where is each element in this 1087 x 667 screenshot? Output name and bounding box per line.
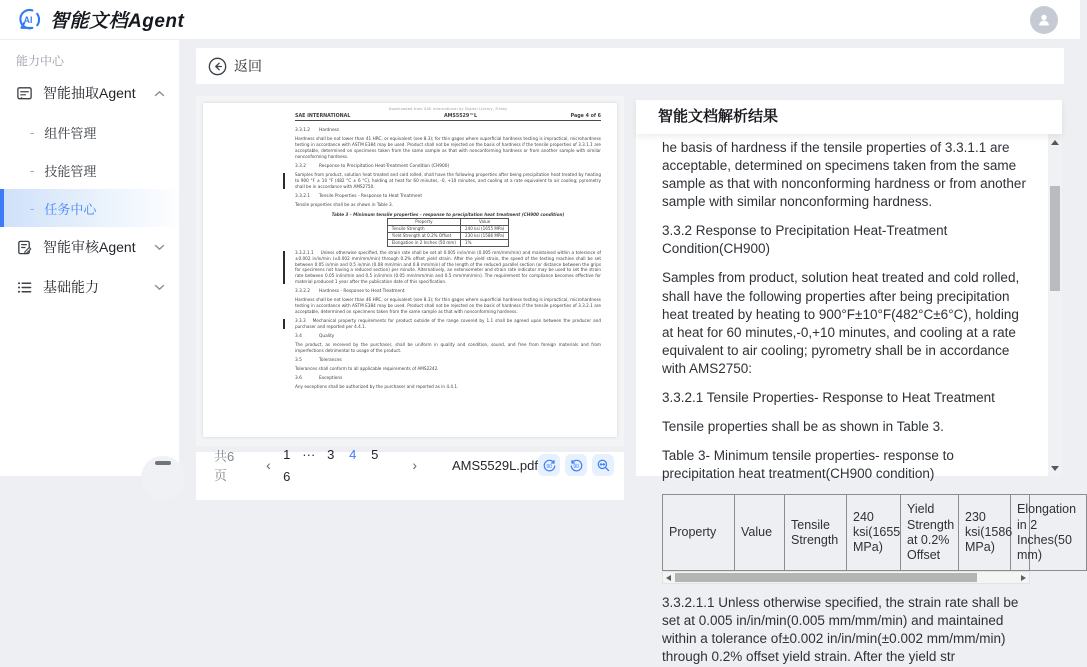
pdf-paragraph: 3.3.3 Mechanical property requirements for product outside of the range covered by 1.1 shall be agreed upon between the producer and purchaser and reported per 4.4.1. <box>295 318 601 330</box>
pdf-paragraph: Hardness shall be not lower than 41 HRC, or equivalent (see 8.3); for thin gages where superficial hardness testing is impractical, microhardness testing in accordance with ASTM E384 may be used. Product shall not be rejected on the basis of hardness if the tensile properties of 3.3.1.1 are acceptable, determined on specimens taken from the same sample as that with nonconforming hardness or from another sample with similar nonconforming hardness. <box>295 136 601 159</box>
result-table-cell: Yield Strength at 0.2% Offset <box>901 495 959 571</box>
pdf-table-row <box>387 225 509 232</box>
sidebar-item-basic-capability[interactable] <box>0 267 179 307</box>
back-arrow-icon <box>208 57 227 76</box>
pdf-section-title: Hardness <box>319 128 340 133</box>
pdf-tools <box>538 454 614 476</box>
next-page-button[interactable]: › <box>407 457 422 473</box>
result-table-container <box>662 494 1077 584</box>
sidebar-subitem-label: 组件管理 <box>44 125 97 141</box>
pdf-pagination-bar <box>196 446 624 500</box>
result-table <box>662 494 1087 571</box>
rotate-right-90-icon[interactable] <box>565 454 587 476</box>
pdf-table-caption: Table 3 - Minimum tensile properties - response to precipitation heat treatment (CH900 condition) <box>331 211 565 217</box>
back-label: 返回 <box>234 58 262 74</box>
sidebar-item-label: 智能审核Agent <box>43 239 136 255</box>
subitem-dash: - <box>30 162 35 178</box>
result-table-cell: Property <box>663 495 735 571</box>
svg-text:90: 90 <box>545 463 552 470</box>
pdf-section-heading <box>295 358 601 363</box>
horizontal-scrollbar-thumb[interactable] <box>675 573 977 582</box>
result-table-cell: 230 ksi(1586 MPa) <box>959 495 1011 571</box>
user-avatar[interactable] <box>1030 6 1058 34</box>
app-header <box>0 0 1080 40</box>
result-paragraph: Samples from product, solution heat treated and cold rolled, shall have the following properties after being precipitation heat treated by heating to 900°F±10°F(482°C±6°C), holding at heat for 60 minutes,-0,+10 minutes, and cooling at a rate equivalent to air cooling; pyrometry shall be in accordance with AMS2750: <box>662 270 1020 376</box>
zoom-search-icon[interactable] <box>592 454 614 476</box>
scroll-up-arrow-icon[interactable] <box>1051 140 1059 145</box>
pdf-header-left: SAE INTERNATIONAL <box>295 114 351 119</box>
list-icon <box>16 279 33 296</box>
pdf-section-heading <box>295 128 601 133</box>
result-content <box>636 134 1077 665</box>
sidebar-item-label: 智能抽取Agent <box>43 85 136 101</box>
result-paragraph: Table 3- Minimum tensile properties- response to precipitation heat treatment(CH900 condition) <box>662 448 954 482</box>
pdf-section-title: Exceptions <box>319 375 343 381</box>
pdf-table-header-row <box>387 218 509 225</box>
total-pages-label: 共6页 <box>214 449 235 483</box>
svg-text:AI: AI <box>23 14 33 25</box>
scroll-right-arrow-icon[interactable] <box>1021 575 1026 581</box>
page-button-3[interactable]: 3 <box>320 443 342 465</box>
result-table-cell: Tensile Strength <box>785 495 847 571</box>
pdf-table-cell: Tensile Strength <box>387 225 460 232</box>
pdf-paragraph: Any exceptions shall be authorized by the purchaser and reported as in 4.4.1. <box>295 383 459 389</box>
chevron-up-icon <box>154 90 165 97</box>
pdf-section-number: 3.3.2.1.1 <box>295 249 314 255</box>
pdf-section-number: 3.3.2.2 <box>295 289 311 295</box>
vertical-scrollbar-thumb[interactable] <box>1050 186 1060 291</box>
chevron-down-icon <box>154 284 165 291</box>
pdf-table-row <box>387 232 509 239</box>
result-table-cell: Elongation in 2 Inches(50 mm) <box>1011 495 1087 571</box>
pdf-section-title: Tolerances <box>319 358 342 364</box>
pdf-viewer-panel[interactable] <box>196 96 624 446</box>
pdf-table-header-cell: Property <box>387 218 460 225</box>
pdf-table-header-cell: Value <box>461 218 509 225</box>
pdf-section-number: 3.3.2.1 <box>295 193 311 199</box>
back-bar <box>196 48 1064 84</box>
pdf-page <box>203 103 617 437</box>
pdf-watermark: Downloaded from SAE International by Digital Library, Friday <box>388 107 508 111</box>
page-ellipsis[interactable]: ··· <box>298 443 320 465</box>
pdf-section-title: Quality <box>319 334 335 340</box>
sidebar-item-audit-agent[interactable] <box>0 227 179 267</box>
pdf-paragraph: Samples from product, solution heat treated and cold rolled, shall have the following properties after being precipitation heat treated by heating to 900 °F ± 10 °F (482 °C ± 6 °C), holding at heat for 60 minutes, -0, +10 minutes, and cooling at a rate equivalent to air cooling; pyrometry shall be in accordance with AMS2750. <box>295 171 601 189</box>
rotate-left-90-icon[interactable] <box>538 454 560 476</box>
vertical-scrollbar[interactable] <box>1048 134 1062 476</box>
pdf-table-cell: 1% <box>461 239 509 246</box>
sidebar-item-extract-agent[interactable] <box>0 73 179 113</box>
extract-agent-icon <box>16 85 33 102</box>
subitem-dash: - <box>30 124 35 140</box>
pdf-paragraph: Tolerances shall conform to all applicable requirements of AMS2242. <box>295 366 439 372</box>
chevron-down-icon <box>154 244 165 251</box>
result-table-cell: Value <box>735 495 785 571</box>
pdf-page-content <box>295 128 601 390</box>
pdf-section-number: 3.3.2 <box>295 163 306 169</box>
page-button-6[interactable]: 6 <box>276 465 298 487</box>
result-table-clip <box>662 494 1077 571</box>
sidebar-collapse-button[interactable] <box>141 456 185 500</box>
result-paragraph: 3.3.2 Response to Precipitation Heat-Treatment Condition(CH900) <box>662 223 948 257</box>
page-number-list <box>276 443 408 487</box>
sidebar-subitem-skill-management[interactable] <box>0 151 179 189</box>
result-panel-title: 智能文档解析结果 <box>636 100 1062 134</box>
pdf-section-number: 3.5 <box>295 358 302 364</box>
pdf-section-title: Response to Precipitation Heat-Treatment Condition (CH900) <box>319 163 450 169</box>
page-button-4[interactable]: 4 <box>342 443 364 465</box>
pdf-table-cell: Elongation in 2 Inches (50 mm) <box>387 239 460 246</box>
pdf-page-header <box>295 114 601 121</box>
result-bottom-paragraph: 3.3.2.1.1 Unless otherwise specified, the strain rate shall be set at 0.005 in/in/min(0.005 mm/mm/min) and maintained within a tolerance of±0.002 in/in/min(±0.002 mm/mm/min) through 0.2% offset yield strain. After the yield str <box>662 595 1019 665</box>
pdf-table-cell: Yield Strength at 0.2% Offset <box>387 232 460 239</box>
pdf-section-heading <box>295 334 601 339</box>
back-button[interactable] <box>208 56 262 76</box>
sidebar-section-label: 能力中心 <box>16 54 65 68</box>
scroll-down-arrow-icon[interactable] <box>1051 466 1059 471</box>
ai-logo-icon <box>14 6 42 34</box>
pdf-table <box>387 218 510 247</box>
prev-page-button[interactable]: ‹ <box>261 457 276 473</box>
pdf-paragraph: The product, as received by the purchaser, shall be uniform in quality and condition, sound, and free from foreign materials and from imperfections detrimental to usage of the product. <box>295 342 601 354</box>
page-button-5[interactable]: 5 <box>364 443 386 465</box>
pdf-section-heading <box>295 376 601 381</box>
result-table-cell: 240 ksi(1655 MPa) <box>847 495 901 571</box>
page-button-1[interactable]: 1 <box>276 443 298 465</box>
pdf-table-cell: 230 ksi (1586 MPa) <box>461 232 509 239</box>
result-panel <box>636 100 1077 665</box>
result-paragraph: 3.3.2.1 Tensile Properties- Response to Heat Treatment <box>662 389 995 405</box>
svg-text:90: 90 <box>572 463 579 470</box>
pdf-section-heading <box>295 164 601 169</box>
result-paragraph: he basis of hardness if the tensile properties of 3.3.1.1 are acceptable, determined on specimens taken from the same sample as that with nonconforming hardness or from another sample with similar nonconforming hardness. <box>662 140 1026 210</box>
audit-agent-icon <box>16 239 33 256</box>
sidebar-subitem-label: 技能管理 <box>44 163 97 179</box>
pdf-table-row <box>387 239 509 246</box>
pdf-paragraph: Tensile properties shall be as shown in Table 3. <box>295 201 394 207</box>
pdf-header-right: Page 4 of 6 <box>570 114 601 119</box>
pdf-paragraph: 3.3.2.1.1 Unless otherwise specified, the strain rate shall be set at 0.005 in/in/min (0.005 mm/mm/min) and maintained within a tolerance of ±0.002 in/in/min (±0.002 mm/mm/min) through 0.2% offset yield strain. After the yield strain, the speed of the testing machine shall be set between 0.05 in/min and 0.5 in/min (0.08 mm/min and 0.8 mm/min) of the length of the reduced parallel section (or distance between the grips for specimens not having a reduced section) per minute. Alternatively, an extensometer and strain rate indicator may be used to set the strain rate between 0.05 in/in/min and 0.5 in/in/min (0.05 mm/mm/min and 0.5 mm/mm/min). The requirement for compliance becomes effective for material produced 1 year after the publication date of this specification. <box>295 249 601 285</box>
horizontal-scrollbar[interactable] <box>662 571 1030 584</box>
pdf-section-heading <box>295 194 601 199</box>
sidebar-subitem-label: 任务中心 <box>44 201 97 217</box>
pdf-section-title: Hardness - Response to Heat Treatment <box>319 289 405 295</box>
sidebar-item-label: 基础能力 <box>43 279 99 295</box>
pdf-section-number: 3.3.1.2 <box>295 128 311 133</box>
pdf-section-number: 3.4 <box>295 334 302 340</box>
result-paragraph: Tensile properties shall be as shown in Table 3. <box>662 419 944 435</box>
pdf-paragraph: Hardness shall be not lower than 46 HRC, or equivalent (see 8.3); for thin gages where superficial hardness testing is impractical, microhardness testing in accordance with ASTM E384 may be used. Product shall not be rejected on the basis of hardness if the tensile properties of 3.3.2.1 are acceptable, determined on specimens taken from the same sample as that with nonconforming hardness. <box>295 297 601 315</box>
pdf-section-heading <box>295 289 601 294</box>
sidebar-subitem-task-center[interactable] <box>0 189 179 227</box>
sidebar <box>0 40 180 476</box>
sidebar-subitem-component-management[interactable] <box>0 113 179 151</box>
person-icon <box>1036 12 1052 28</box>
app-title: 智能文档Agent <box>50 11 185 32</box>
collapse-handle-bar <box>155 461 171 465</box>
scroll-left-arrow-icon[interactable] <box>666 575 671 581</box>
pdf-section-number: 3.3.3 <box>295 318 306 324</box>
pdf-header-center: AMS5529™L <box>443 114 478 119</box>
result-table-row <box>663 495 1087 571</box>
pdf-section-number: 3.6 <box>295 375 302 381</box>
subitem-dash: - <box>30 200 35 216</box>
pdf-section-title: Tensile Properties - Response to Heat Treatment <box>319 193 422 199</box>
pdf-filename: AMS5529L.pdf <box>451 457 538 473</box>
pdf-table-cell: 240 ksi (1655 MPa) <box>461 225 509 232</box>
app-logo <box>0 6 184 34</box>
